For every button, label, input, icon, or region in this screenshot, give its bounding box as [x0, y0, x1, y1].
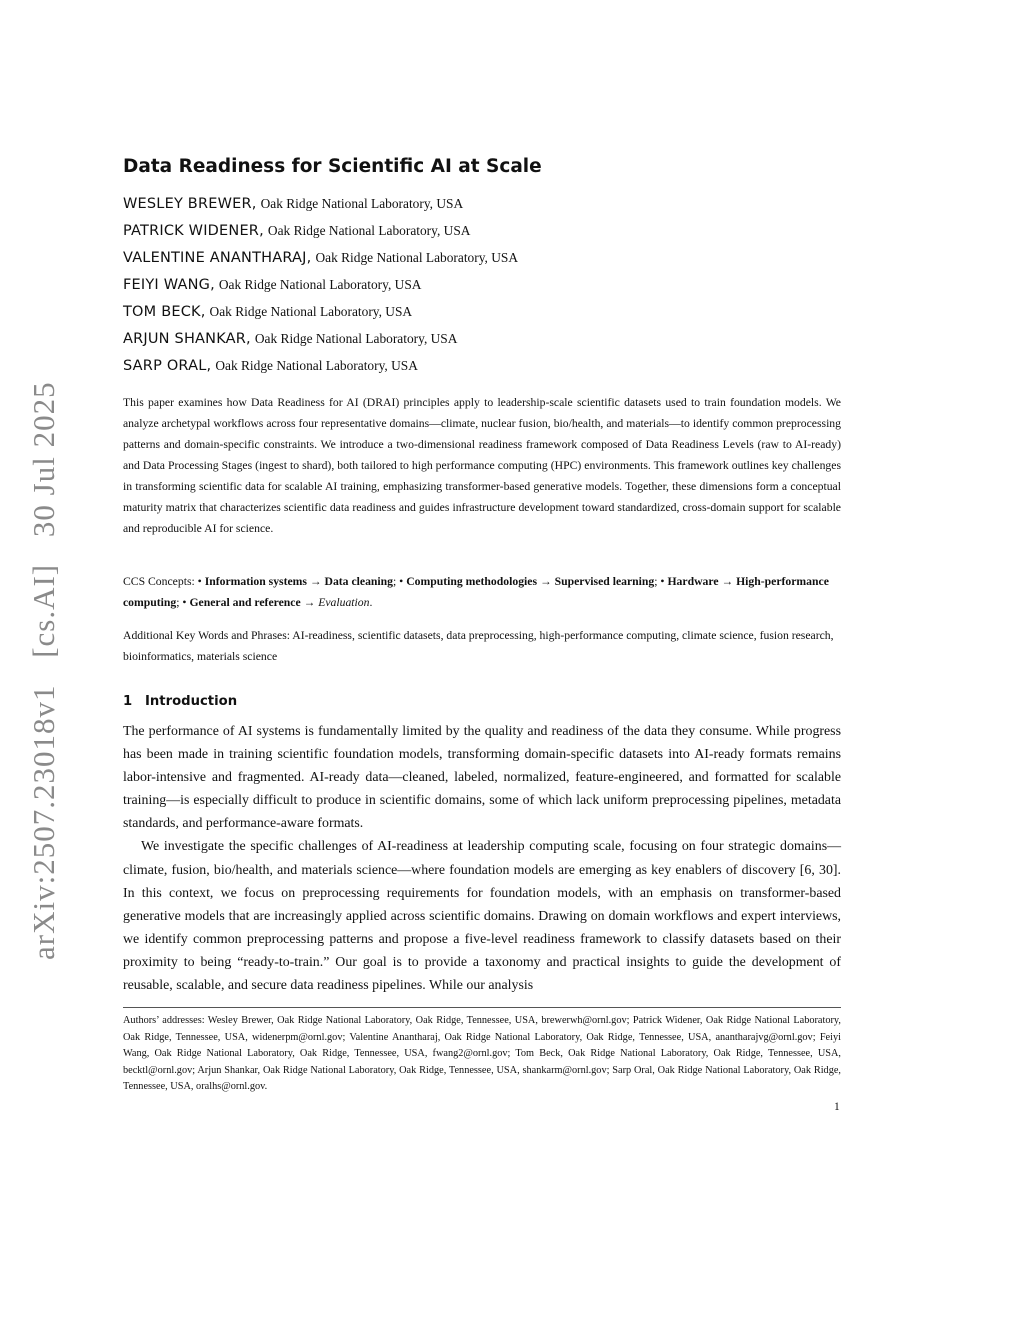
arxiv-date: 30 Jul 2025: [26, 381, 61, 538]
author-affiliation: Oak Ridge National Laboratory, USA: [315, 250, 518, 265]
author-affiliation: Oak Ridge National Laboratory, USA: [260, 196, 464, 211]
section-heading: [123, 694, 841, 709]
author-entry: [123, 275, 841, 302]
author-name: WESLEY BREWER,: [123, 196, 257, 212]
author-affiliation: Oak Ridge National Laboratory, USA: [218, 277, 422, 292]
abstract: This paper examines how Data Readiness for AI (DRAI) principles apply to leadership-scale scientific datasets used to train foundation models. We analyze archetypal workflows across four representative domains—climate, nuclear fusion, bio/health, and materials—to identify common preprocessing patterns and domain-specific constraints. We introduce a two-dimensional readiness framework composed of Data Readiness Levels (raw to AI-ready) and Data Processing Stages (ingest to shard), both tailored to high performance computing (HPC) environments. This framework outlines key challenges in transforming scientific data for scalable AI training, emphasizing transformer-based generative models. Together, these dimensions form a conceptual maturity matrix that characterizes scientific data readiness and guides infrastructure development toward standardized, cross-domain support for scalable and reproducible AI for science.: [123, 396, 841, 535]
author-entry: [123, 248, 841, 275]
author-name: SARP ORAL,: [123, 358, 212, 374]
arxiv-stamp: [24, 380, 64, 960]
author-entry: [123, 356, 841, 383]
paragraph: We investigate the specific challenges of AI-readiness at leadership computing scale, focusing on four strategic domains—climate, fusion, bio/health, and materials science—where foundation models are emerging as key enablers of discovery [6, 30]. In this context, we focus on preprocessing requirements for foundation models, with an emphasis on transformer-based generative models that are increasingly applied across scientific domains. Drawing on domain workflows and expert interviews, we identify common preprocessing patterns and propose a five-level readiness framework to classify datasets based on their proximity to being “ready-to-train.” Our goal is to provide a taxonomy and practical insights to guide the development of reusable, scalable, and secure data readiness pipelines. While our analysis: [123, 839, 841, 994]
section-title: Introduction: [145, 694, 238, 709]
author-name: PATRICK WIDENER,: [123, 223, 264, 239]
page-number: 1: [834, 1101, 840, 1113]
author-affiliation: Oak Ridge National Laboratory, USA: [254, 331, 458, 346]
author-affiliation: Oak Ridge National Laboratory, USA: [215, 358, 418, 373]
paper-title: Data Readiness for Scientific AI at Scale: [123, 156, 542, 177]
author-name: VALENTINE ANANTHARAJ,: [123, 250, 312, 266]
author-name: ARJUN SHANKAR,: [123, 331, 251, 347]
authors-addresses-footnote: Authors’ addresses: Wesley Brewer, Oak Ridge National Laboratory, Oak Ridge, Tennessee, USA, brewerwh@ornl.gov; Patrick Widener, Oak Ridge National Laboratory, Oak Ridge, Tennessee, USA, widenerpm@ornl.gov; Valentine Anantharaj, Oak Ridge National Laboratory, Oak Ridge, Tennessee, USA, anantharajvg@ornl.gov; Feiyi Wang, Oak Ridge National Laboratory, Oak Ridge, Tennessee, USA, fwang2@ornl.gov; Tom Beck, Oak Ridge National Laboratory, Oak Ridge, Tennessee, USA, becktl@ornl.gov; Arjun Shankar, Oak Ridge National Laboratory, Oak Ridge, Tennessee, USA, shankarm@ornl.gov; Sarp Oral, Oak Ridge National Laboratory, Oak Ridge, Tennessee, USA, oralhs@ornl.gov.: [123, 1015, 841, 1092]
author-entry: [123, 194, 841, 221]
keywords: Additional Key Words and Phrases: AI-readiness, scientific datasets, data preprocessing, high-performance computing, climate science, fusion research, bioinformatics, materials science: [123, 629, 834, 663]
arxiv-category: [cs.AI]: [26, 563, 61, 658]
author-list: [123, 194, 841, 383]
footnote-rule: [123, 1007, 841, 1008]
author-entry: [123, 221, 841, 248]
author-entry: [123, 302, 841, 329]
section-number: 1: [123, 694, 133, 709]
author-name: FEIYI WANG,: [123, 277, 215, 293]
paragraph: The performance of AI systems is fundamentally limited by the quality and readiness of the data they consume. While progress has been made in training scientific foundation models, transforming domain-specific datasets into AI-ready formats remains labor-intensive and fragmented. AI-ready data—cleaned, labeled, normalized, feature-engineered, and formatted for scalable training—is especially difficult to produce in scientific domains, some of which lack uniform preprocessing pipelines, metadata standards, and performance-aware formats.: [123, 724, 841, 832]
ccs-concepts: CCS Concepts: • Information systems → Data cleaning; • Computing methodologies → Supervised learning; • Hardware → High-performance computing; • General and reference → Evaluation.: [123, 575, 829, 609]
body-text: [123, 720, 841, 997]
author-entry: [123, 329, 841, 356]
author-affiliation: Oak Ridge National Laboratory, USA: [267, 223, 471, 238]
author-affiliation: Oak Ridge National Laboratory, USA: [209, 304, 413, 319]
author-name: TOM BECK,: [123, 304, 206, 320]
arxiv-id: arXiv:2507.23018v1: [26, 684, 61, 960]
